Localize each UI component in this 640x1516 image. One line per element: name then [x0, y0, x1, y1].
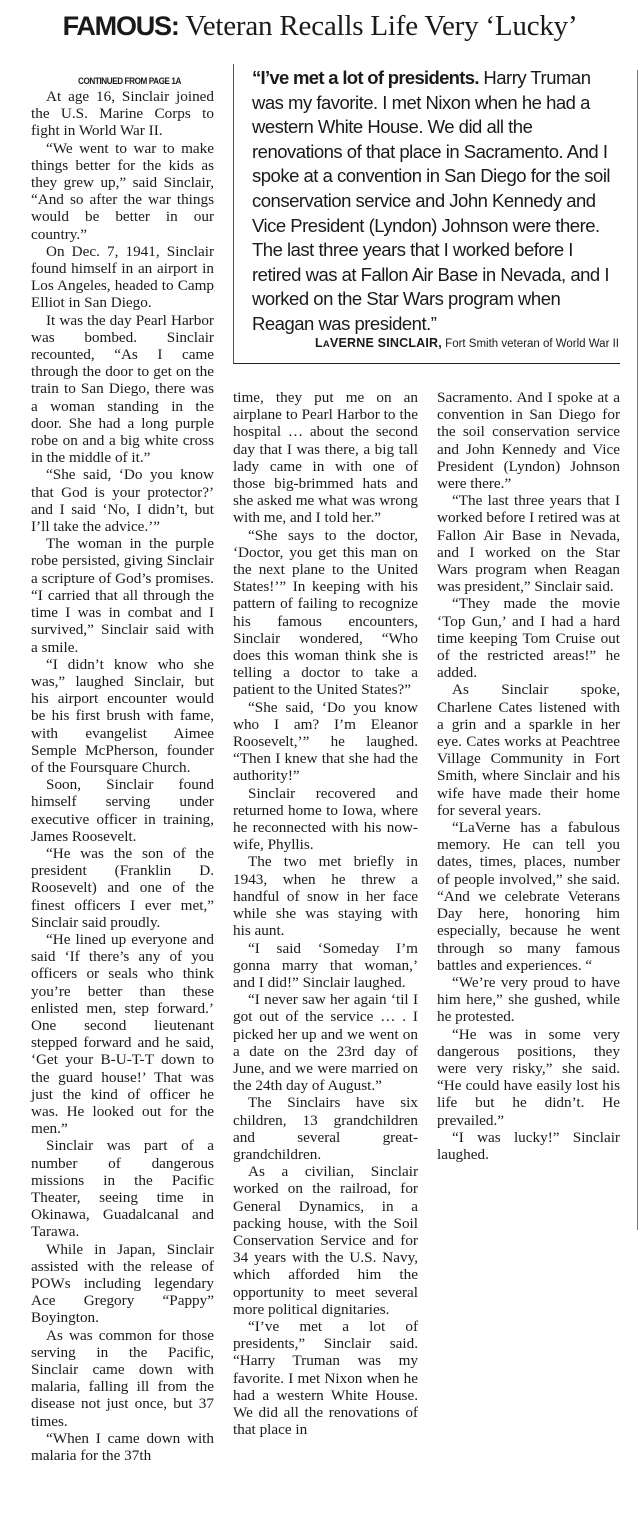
paragraph-continued: Sacramento. And I spoke at a convention in San Diego for the soil conservation service and John Kennedy and Vice President (Lyndon) Johnson were there.”: [437, 389, 620, 493]
paragraph: It was the day Pearl Harbor was bombed. Sinclair recounted, “As I came through the door to get on the train to San Diego, there was a woman standing in the door. She had a long purple robe on and a big white cross in the middle of it.”: [31, 311, 214, 467]
attribution-title: Fort Smith veteran of World War II: [445, 338, 619, 350]
paragraph: At age 16, Sinclair joined the U.S. Marine Corps to fight in World War II.: [31, 88, 214, 140]
paragraph: “They made the movie ‘Top Gun,’ and I had a hard time keeping Tom Cruise out of the restricted areas!” he added.: [437, 595, 620, 682]
paragraph: Sinclair was part of a number of dangerous missions in the Pacific Theater, seeing time in Okinawa, Guadalcanal and Tarawa.: [31, 1137, 214, 1241]
column-rule: [637, 70, 638, 1230]
article-column-2: [233, 389, 418, 1438]
article-column-1: [31, 76, 214, 1464]
paragraph: On Dec. 7, 1941, Sinclair found himself in an airport in Los Angeles, headed to Camp Elliot in San Diego.: [31, 242, 214, 312]
paragraph: As Sinclair spoke, Charlene Cates listened with a grin and a sparkle in her eye. Cates works at Peachtree Village Community in Fort Smith, where Sinclair and his wife have made their home for several years.: [437, 681, 620, 819]
paragraph: “She said, ‘Do you know who I am? I’m Eleanor Roosevelt,’” he laughed. “Then I knew that she had the authority!”: [233, 698, 418, 785]
paragraph: “We went to war to make things better for the kids as they grew up,” said Sinclair, “And so after the war things would be better in our country.”: [31, 139, 214, 243]
paragraph: “LaVerne has a fabulous memory. He can tell you dates, times, places, number of people involved,” she said. “And we celebrate Veterans Day here, honoring him especially, because he went through so many famous battles and experiences. “: [437, 819, 620, 974]
paragraph: As was common for those serving in the Pacific, Sinclair came down with malaria, falling ill from the disease not just once, but 37 times.: [31, 1326, 214, 1430]
paragraph: “We’re very proud to have him here,” she gushed, while he protested.: [437, 973, 620, 1026]
pull-quote-attribution: [274, 336, 619, 352]
paragraph: “She says to the doctor, ‘Doctor, you get this man on the next plane to the United States!’” In keeping with his pattern of failing to recognize his famous encounters, Sinclair wondered, “Who does this woman think she is telling a doctor to take a patient to the United States?”: [233, 526, 418, 699]
attribution-name-small: A: [322, 339, 330, 350]
paragraph: The Sinclairs have six children, 13 grandchildren and several great-grandchildren.: [233, 1094, 418, 1163]
paragraph: As a civilian, Sinclair worked on the railroad, for General Dynamics, in a packing house, with the Soil Conservation Service and for 34 years with the U.S. Navy, which afforded him the opportunity to meet several more political dignitaries.: [233, 1163, 418, 1318]
paragraph: “I said ‘Someday I’m gonna marry that woman,’ and I did!” Sinclair laughed.: [233, 939, 418, 991]
attribution-name: [315, 336, 442, 350]
paragraph: “I didn’t know who she was,” laughed Sinclair, but his airport encounter would be his first brush with fame, with evangelist Aimee Semple McPherson, founder of the Foursquare Church.: [31, 655, 214, 776]
paragraph: “I never saw her again ‘til I got out of the service … . I picked her up and we went on a date on the 23rd day of June, and we were married on the 24th day of August.”: [233, 991, 418, 1095]
paragraph: “I’ve met a lot of presidents,” Sinclair said. “Harry Truman was my favorite. I met Nixon when he had a western White House. We did all the renovations of that place in: [233, 1317, 418, 1439]
headline-title: Veteran Recalls Life Very ‘Lucky’: [185, 10, 578, 42]
paragraph: “He was in some very dangerous positions, they were very risky,” she said. “He could have easily lost his life but he didn’t. He prevailed.”: [437, 1025, 620, 1129]
paragraph: Soon, Sinclair found himself serving under executive officer in training, James Roosevelt.: [31, 776, 214, 845]
paragraph: While in Japan, Sinclair assisted with the release of POWs including legendary Ace Gregory “Pappy” Boyington.: [31, 1240, 214, 1327]
paragraph: “He lined up everyone and said ‘If there’s any of you officers or seals who think you’re better than these enlisted men, step forward.’ One second lieutenant stepped forward and he said, ‘Get your B-U-T-T down to the guard house!’ That was just the kind of officer he was. He looked out for the men.”: [31, 930, 214, 1138]
headline-kicker: FAMOUS:: [62, 11, 179, 41]
headline: [0, 8, 640, 44]
pull-quote-text: [252, 66, 624, 337]
paragraph: “I was lucky!” Sinclair laughed.: [437, 1128, 620, 1163]
pull-quote-lead: “I’ve met a lot of presidents.: [252, 67, 479, 88]
paragraph: Sinclair recovered and returned home to Iowa, where he reconnected with his now-wife, Phyllis.: [233, 784, 418, 854]
paragraph: “She said, ‘Do you know that God is your protector?’ and I said ‘No, I didn’t, but I’ll take the advice.’”: [31, 466, 214, 536]
attribution-name-initial: L: [315, 336, 323, 350]
paragraph: “The last three years that I worked before I retired was at Fallon Air Base in Nevada, and I worked on the Star Wars program when Reagan was president,” Sinclair said.: [437, 492, 620, 596]
paragraph: “When I came down with malaria for the 37th: [31, 1429, 214, 1465]
attribution-name-rest: VERNE SINCLAIR,: [329, 336, 442, 350]
article-column-3: [437, 389, 620, 1163]
pull-quote: [233, 64, 620, 364]
continued-from-label: CONTINUED FROM PAGE 1A: [78, 76, 181, 87]
paragraph: The woman in the purple robe persisted, giving Sinclair a scripture of God’s promises. “I carried that all through the time I was in combat and I survived,” Sinclair said with a smile.: [31, 535, 214, 656]
paragraph: “He was the son of the president (Franklin D. Roosevelt) and one of the finest officers I ever met,” Sinclair said proudly.: [31, 844, 214, 931]
paragraph-continued: time, they put me on an airplane to Pearl Harbor to the hospital … about the second day that I was there, a big tall lady came in with one of those big-brimmed hats and she asked me what was wrong with me, and I told her.”: [233, 389, 418, 527]
pull-quote-body: Harry Truman was my favorite. I met Nixon when he had a western White House. We did all the renovations of that place in Sacramento. And I spoke at a convention in San Diego for the soil conservation service and John Kennedy and Vice President (Lyndon) Johnson were there. The last three years that I worked before I retired was at Fallon Air Base in Nevada, and I worked on the Star Wars program when Reagan was president.”: [252, 67, 611, 334]
paragraph: The two met briefly in 1943, when he threw a handful of snow in her face while she was staying with his aunt.: [233, 853, 418, 940]
